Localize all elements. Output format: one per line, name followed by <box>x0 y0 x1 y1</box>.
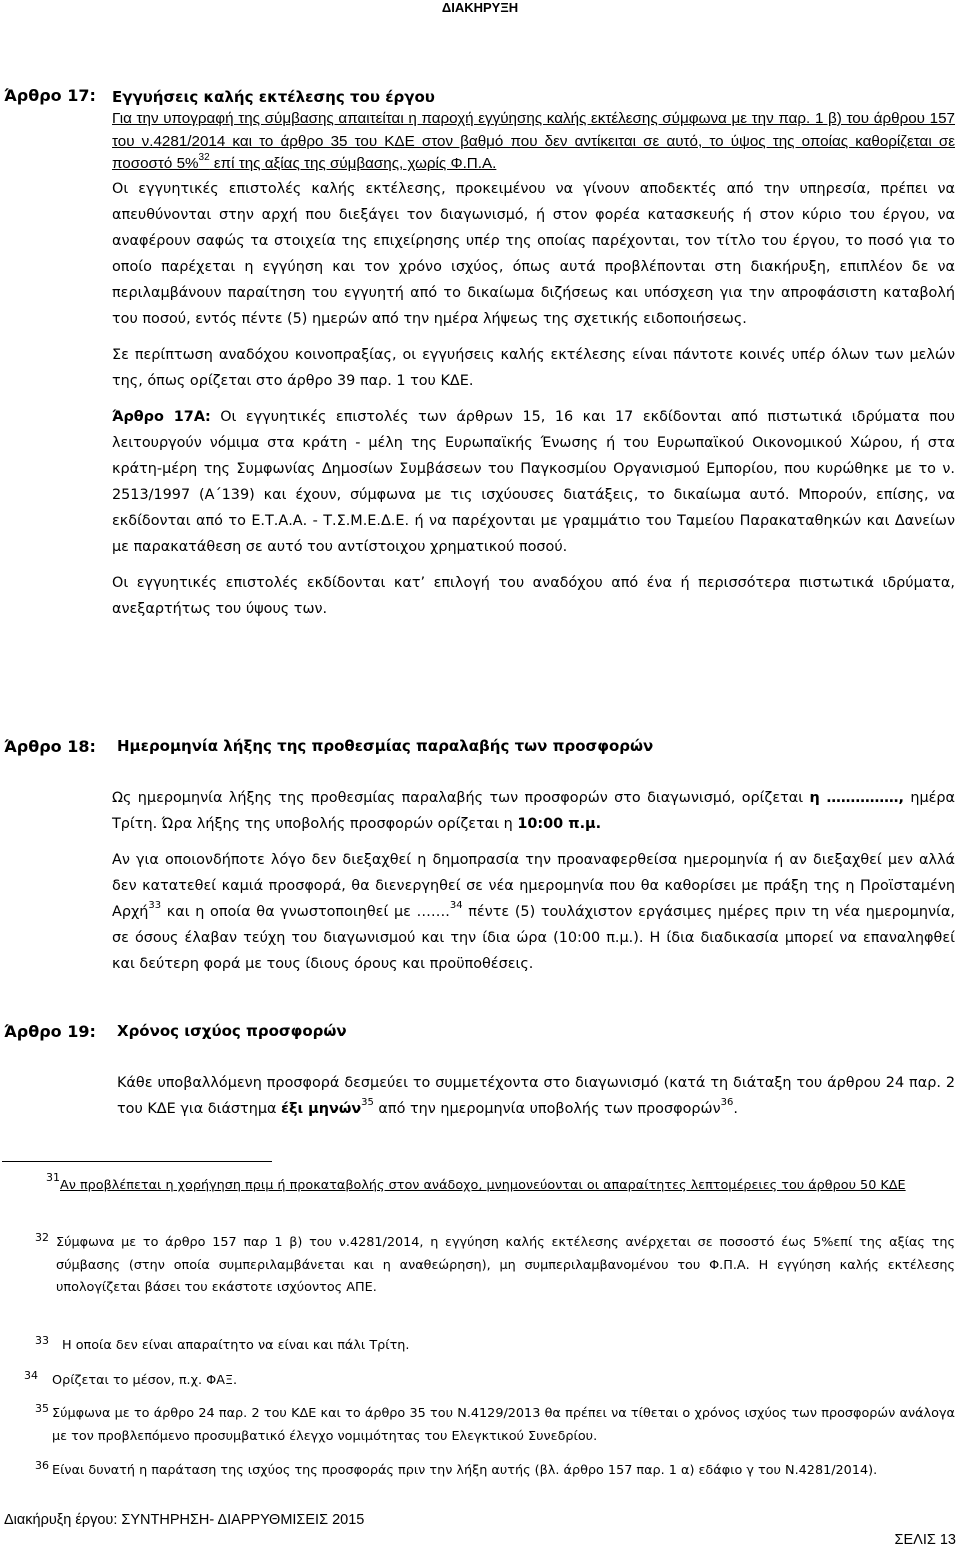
article-17a-paragraph <box>112 404 955 560</box>
article-19-title: Χρόνος ισχύος προσφορών <box>117 1022 347 1040</box>
footer-project-title: Διακήρυξη έργου: ΣΥΝΤΗΡΗΣΗ- ΔΙΑΡΡΥΘΜΙΣΕΙΣ 2015 <box>4 1512 365 1528</box>
article-18-p1 <box>112 785 955 837</box>
article-18-time: 10:00 π.μ. <box>517 816 602 832</box>
footnote-32-number: 32 <box>35 1231 49 1244</box>
footnote-34-text: Ορίζεται το μέσον, π.χ. ΦΑΞ. <box>52 1373 238 1388</box>
footnote-36-number: 36 <box>35 1459 49 1472</box>
article-18-body <box>112 785 955 983</box>
article-19-p1-c: από την ημερομηνία υποβολής των προσφορών <box>373 1101 721 1117</box>
footnote-ref-34[interactable]: 34 <box>449 900 463 912</box>
article-18-p2 <box>112 847 955 977</box>
footnote-separator <box>2 1161 272 1162</box>
footnote-34-number: 34 <box>24 1369 38 1382</box>
article-18-date: η ……………, <box>809 790 904 806</box>
article-17-u1-tail: επί της αξίας της σύμβασης, χωρίς Φ.Π.Α. <box>209 155 497 172</box>
footnote-33-number: 33 <box>35 1334 49 1347</box>
article-19-label: Άρθρο 19: <box>4 1022 96 1041</box>
article-17-title: Εγγυήσεις καλής εκτέλεσης του έργου <box>112 88 435 106</box>
page-header: ΔΙΑΚΗΡΥΞΗ <box>441 0 519 15</box>
article-17-u1: Για την υπογραφή της σύμβασης απαιτείται η παροχή εγγύησης καλής εκτέλεσης σύμφωνα με την παρ. 1 β) του άρθρου 157 του ν.4281/2014 και το άρθρο 35 του ΚΔΕ στον βαθμό που δεν αντίκειται σε αυτό, το ύψος της οποίας καθορίζεται σε ποσοστό 5% <box>112 110 955 172</box>
article-17-p2: Σε περίπτωση αναδόχου κοινοπραξίας, οι εγγυήσεις καλής εκτέλεσης είναι πάντοτε κοινές υπέρ όλων των μελών της, όπως ορίζεται στο άρθρο 39 παρ. 1 του ΚΔΕ. <box>112 346 955 389</box>
article-19-duration: έξι μηνών <box>281 1101 362 1117</box>
article-18-p2-c: πέντε (5) τουλάχιστον εργάσιμες ημέρες πριν τη νέα ημερομηνία, σε όσους έλαβαν τεύχη του διαγωνισμού και την ίδια ώρα (10:00 π.μ.). Η ίδια διαδικασία μπορεί να επαναληφθεί και δεύτερη φορά με τους ίδιους όρους και προϋποθέσεις. <box>112 904 955 972</box>
article-19-p1-d: . <box>733 1101 738 1117</box>
article-17a-text: Οι εγγυητικές επιστολές των άρθρων 15, 16 και 17 εκδίδονται από πιστωτικά ιδρύματα που λειτουργούν νόμιμα στα κράτη - μέλη της Ευρωπαϊκής Ένωσης ή του Ευρωπαϊκού Οικονομικού Χώρου, ή στα κράτη-μέρη της Συμφωνίας Δημοσίων Συμβάσεων του Παγκοσμίου Οργανισμού Εμπορίου, που κυρώθηκε με το ν. 2513/1997 (Α΄139) και έχουν, σύμφωνα με τις ισχύουσες διατάξεις, το δικαίωμα αυτό. Μπορούν, επίσης, να εκδίδονται από το Ε.Τ.Α.Α. - Τ.Σ.Μ.Ε.Δ.Ε. ή να παρέχονται με γραμμάτιο του Ταμείου Παρακαταθηκών και Δανείων με παρακατάθεση σε αυτό του αντίστοιχου χρηματικού ποσού. <box>112 408 955 555</box>
article-17-p4: Οι εγγυητικές επιστολές εκδίδονται κατ’ επιλογή του αναδόχου από ένα ή περισσότερα πιστωτικά ιδρύματα, ανεξαρτήτως του ύψους των. <box>112 574 955 617</box>
article-17-body <box>112 86 955 628</box>
footnote-35-text: Σύμφωνα με το άρθρο 24 παρ. 2 του ΚΔΕ και το άρθρο 35 του Ν.4129/2013 θα πρέπει να τίθεται ο χρόνος ισχύος των προσφορών ανάλογα με τον προβλεπόμενο προσυμβατικό έλεγχο νομιμότητας του Ελεγκτικού Συνεδρίου. <box>52 1406 955 1444</box>
article-18-p2-a: Αν για οποιονδήποτε λόγο δεν διεξαχθεί η δημοπρασία την προαναφερθείσα ημερομηνία ή αν διεξαχθεί μεν αλλά δεν κατατεθεί καμιά προσφορά, θα διενεργηθεί σε νέα ημερομηνία που θα καθορίσει με πράξη της η Προϊσταμένη Αρχή <box>112 852 955 920</box>
footnote-33-text: Η οποία δεν είναι απαραίτητο να είναι και πάλι Τρίτη. <box>62 1338 410 1353</box>
footnote-36-text: Είναι δυνατή η παράταση της ισχύος της προσφοράς πριν την λήξη αυτής (βλ. άρθρο 157 παρ. 1 α) εδάφιο γ του Ν.4281/2014). <box>52 1463 878 1478</box>
article-18-p1-a: Ως ημερομηνία λήξης της προθεσμίας παραλαβής των προσφορών στο διαγωνισμό, ορίζεται <box>112 790 810 806</box>
article-18-p2-b: και η οποία θα γνωστοποιηθεί με ……. <box>161 904 450 920</box>
article-17-underlined <box>112 108 955 176</box>
footnote-ref-33[interactable]: 33 <box>148 900 162 912</box>
footnote-31-number: 31 <box>46 1171 60 1184</box>
article-17-p1: Οι εγγυητικές επιστολές καλής εκτέλεσης, προκειμένου να γίνουν αποδεκτές από την υπηρεσία, πρέπει να απευθύνονται στην αρχή που διεξάγει τον διαγωνισμό, ή στον φορέα κατασκευής ή στον κύριο του έργου, να αναφέρουν σαφώς τα στοιχεία της επιχείρησης υπέρ της οποίας παρέχονται, τον τίτλο του έργου, το ποσό για το οποίο παρέχεται η εγγύηση και τον χρόνο ισχύος, όπως αυτά προβλέπονται στη διακήρυξη, επιπλέον δε να περιλαμβάνουν παραίτηση του εγγυητή από το δικαίωμα διζήσεως και υπόσχεση για την απροφάσιστη καταβολή του ποσού, εντός πέντε (5) ημερών από την ημέρα λήψεως της σχετικής ειδοποιήσεως. <box>112 180 955 327</box>
article-19-body <box>117 1070 955 1128</box>
article-18-title: Ημερομηνία λήξης της προθεσμίας παραλαβής των προσφορών <box>117 737 654 755</box>
article-19-p1-a: Κάθε υποβαλλόμενη προσφορά δεσμεύει το συμμετέχοντα στο διαγωνισμό (κατά τη διάταξη του άρθρου 24 παρ. 2 του ΚΔΕ για διάστημα <box>117 1075 955 1117</box>
footnote-35-number: 35 <box>35 1402 49 1415</box>
footer-page-number: ΣΕΛΙΣ 13 <box>894 1532 956 1548</box>
footnote-31-text: Αν προβλέπεται η χορήγηση πριμ ή προκαταβολής στον ανάδοχο, μνημονεύονται οι απαραίτητες λεπτομέρειες του άρθρου 50 ΚΔΕ <box>60 1178 906 1193</box>
article-17-label: Άρθρο 17: <box>4 86 96 105</box>
footnote-ref-35[interactable]: 35 <box>361 1097 374 1109</box>
footnote-32-text: Σύμφωνα με το άρθρο 157 παρ 1 β) του ν.4281/2014, η εγγύηση καλής εκτέλεσης ανέρχεται σε ποσοστό έως 5%επί της αξίας της σύμβασης (στην οποία συμπεριλαμβάνεται και η αναθεώρηση), μη συμπεριλαμβανομένου του Φ.Π.Α. Η εγγύηση καλής εκτέλεσης υπολογίζεται βάσει του εκάστοτε ισχύοντος ΑΠΕ. <box>56 1235 955 1295</box>
article-18-p1-c: ημέρα Τρίτη. Ώρα λήξης της υποβολής προσφορών ορίζεται η <box>112 790 955 832</box>
footnote-ref-36[interactable]: 36 <box>720 1097 734 1109</box>
article-19-p1 <box>117 1070 955 1122</box>
article-18-label: Άρθρο 18: <box>4 737 96 756</box>
footnote-ref-32[interactable]: 32 <box>198 151 210 163</box>
article-17a-label: Άρθρο 17Α: <box>112 408 211 425</box>
